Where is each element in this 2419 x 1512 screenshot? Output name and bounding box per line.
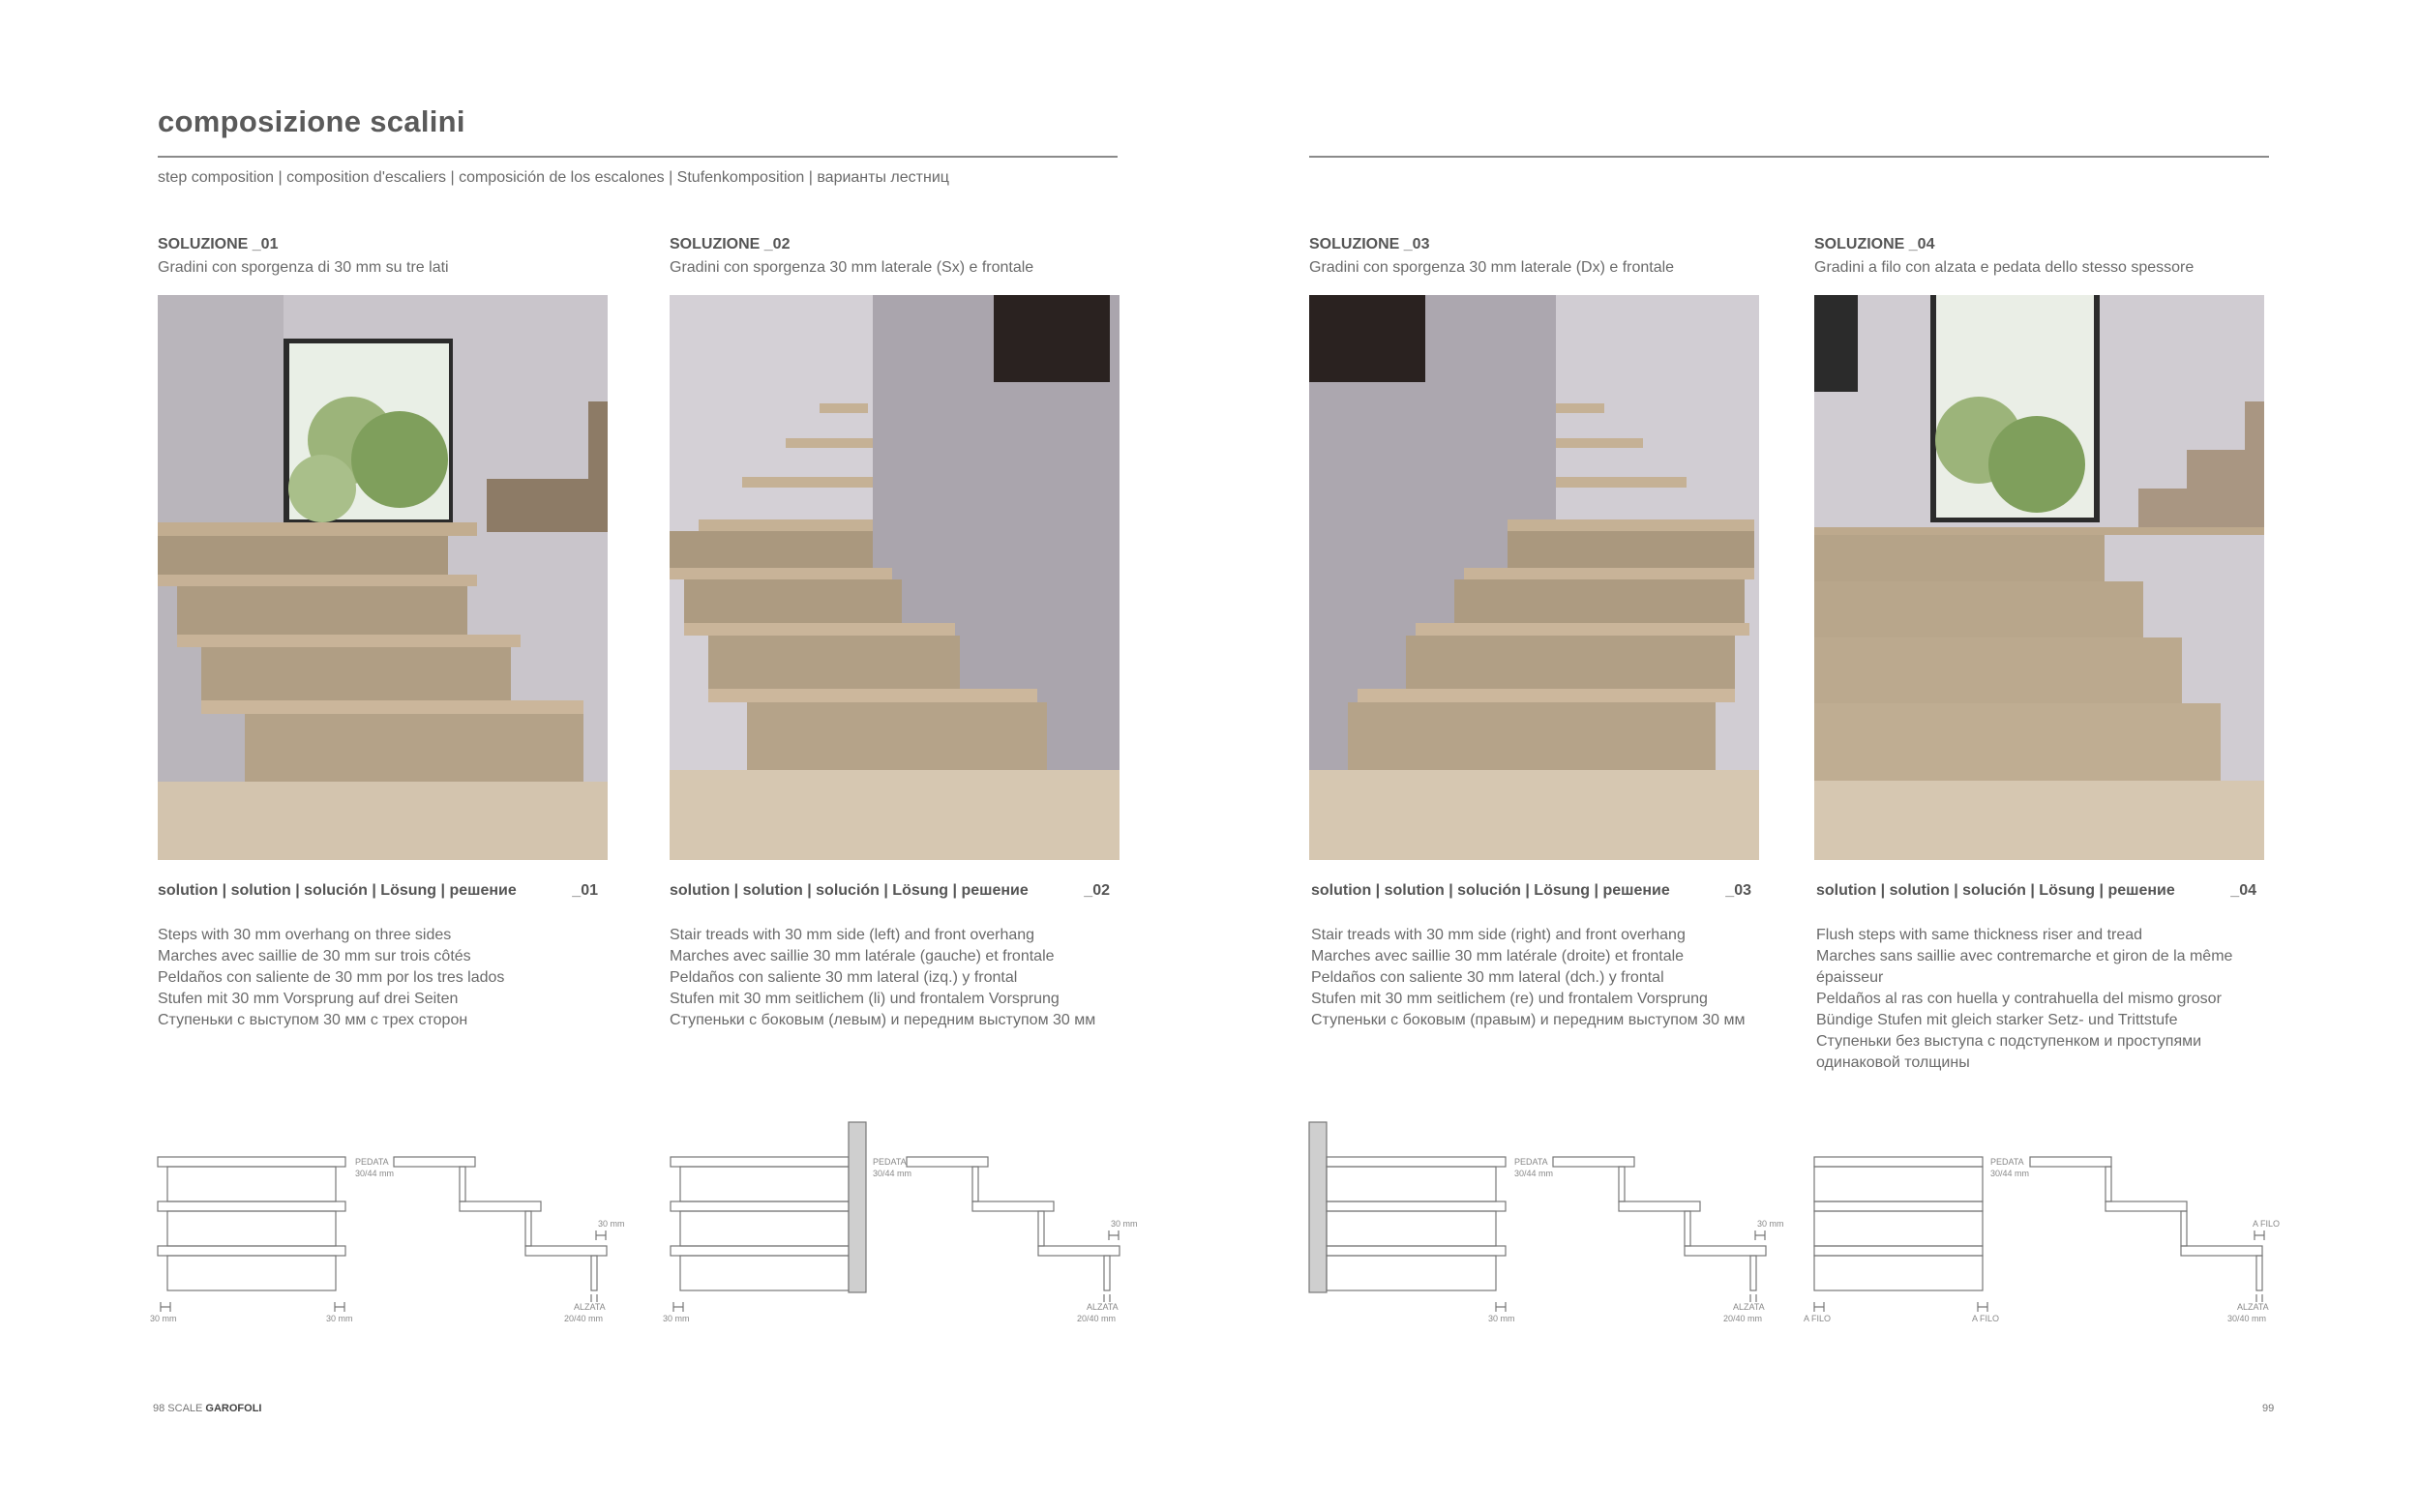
pedata-label: PEDATA <box>355 1157 389 1167</box>
footer-page-left <box>153 1403 261 1414</box>
solution-01-diagram <box>145 1112 648 1335</box>
footer-left-text: 98 SCALE <box>153 1403 206 1414</box>
alzata-label: ALZATA <box>574 1302 606 1312</box>
solution-label-text: solution | solution | solución | Lösung | решение <box>1816 882 2175 899</box>
solution-04-photo <box>1814 295 2264 860</box>
description-line: Peldaños al ras con huella y contrahuella del mismo grosor <box>1816 991 2222 1007</box>
solution-01-heading <box>158 236 608 277</box>
brand-name: GAROFOLI <box>205 1403 262 1414</box>
description-line: Peldaños con saliente 30 mm lateral (izq.) y frontal <box>670 969 1018 986</box>
pedata-value: 30/44 mm <box>1514 1169 1554 1178</box>
solution-01-descriptions <box>158 925 612 1031</box>
description-line: Peldaños con saliente de 30 mm por los tres lados <box>158 969 505 986</box>
alzata-value: 30/40 mm <box>2227 1314 2267 1323</box>
description-line: Ступеньки с выступом 30 мм с трех сторон <box>158 1012 468 1028</box>
solution-01-label <box>158 882 598 900</box>
footer-page-right: 99 <box>2262 1403 2275 1414</box>
solution-02-descriptions <box>670 925 1124 1031</box>
description-line: Stair treads with 30 mm side (right) and front overhang <box>1311 927 1686 943</box>
description-line: Marches avec saillie 30 mm latérale (gauche) et frontale <box>670 948 1055 964</box>
pedata-value: 30/44 mm <box>355 1169 395 1178</box>
pedata-label: PEDATA <box>1990 1157 2024 1167</box>
bottom-mid-label: 30 mm <box>1488 1314 1515 1323</box>
solution-description: Gradini con sporgenza 30 mm laterale (Dx) e frontale <box>1309 259 1675 276</box>
description-line: Stufen mit 30 mm seitlichem (re) und frontalem Vorsprung <box>1311 991 1708 1007</box>
solution-02-label <box>670 882 1110 900</box>
solution-label-text: solution | solution | solución | Lösung | решение <box>670 882 1029 899</box>
alzata-label: ALZATA <box>1733 1302 1765 1312</box>
overhang-label: 30 mm <box>1111 1219 1138 1229</box>
solution-number: _04 <box>2230 882 2256 899</box>
solution-03-diagram <box>1299 1112 1803 1335</box>
solution-01-photo <box>158 295 608 860</box>
solution-number: _01 <box>572 882 598 899</box>
page-title: composizione scalini <box>158 104 465 138</box>
overhang-label: 30 mm <box>598 1219 625 1229</box>
description-line: Ступеньки с боковым (правым) и передним выступом 30 мм <box>1311 1012 1746 1028</box>
solution-03-photo <box>1309 295 1759 860</box>
description-line: Flush steps with same thickness riser and tread <box>1816 927 2143 943</box>
pedata-label: PEDATA <box>1514 1157 1548 1167</box>
page-subtitle: step composition | composition d'escaliers | composición de los escalones | Stufenkomposition | варианты лестниц <box>158 169 949 186</box>
overhang-label: 30 mm <box>1757 1219 1784 1229</box>
description-line: Bündige Stufen mit gleich starker Setz- und Trittstufe <box>1816 1012 2178 1028</box>
alzata-value: 20/40 mm <box>1723 1314 1763 1323</box>
solution-description: Gradini a filo con alzata e pedata dello stesso spessore <box>1814 259 2195 276</box>
solution-description: Gradini con sporgenza di 30 mm su tre lati <box>158 259 449 276</box>
solution-label-text: solution | solution | solución | Lösung | решение <box>158 882 517 899</box>
description-line: Stufen mit 30 mm Vorsprung auf drei Seiten <box>158 991 459 1007</box>
solution-title: SOLUZIONE _02 <box>670 236 791 252</box>
solution-04-descriptions <box>1816 925 2271 1074</box>
description-line: Stair treads with 30 mm side (left) and front overhang <box>670 927 1035 943</box>
solution-02-photo <box>670 295 1120 860</box>
wall-block <box>1309 1122 1327 1292</box>
overhang-label: A FILO <box>2253 1219 2281 1229</box>
pedata-value: 30/44 mm <box>873 1169 912 1178</box>
alzata-value: 20/40 mm <box>1077 1314 1117 1323</box>
bottom-mid-label: 30 mm <box>326 1314 353 1323</box>
solution-04-diagram <box>1802 1112 2305 1335</box>
description-line: Ступеньки с боковым (левым) и передним выступом 30 мм <box>670 1012 1096 1028</box>
solution-title: SOLUZIONE _03 <box>1309 236 1430 252</box>
solution-number: _03 <box>1725 882 1751 899</box>
solution-02-diagram <box>658 1112 1161 1335</box>
solution-03-descriptions <box>1311 925 1766 1031</box>
description-line: Peldaños con saliente 30 mm lateral (dch.) y frontal <box>1311 969 1664 986</box>
description-line: Steps with 30 mm overhang on three sides <box>158 927 452 943</box>
bottom-left-label: 30 mm <box>663 1314 690 1323</box>
solution-number: _02 <box>1084 882 1110 899</box>
alzata-label: ALZATA <box>1087 1302 1119 1312</box>
description-line: Stufen mit 30 mm seitlichem (li) und frontalem Vorsprung <box>670 991 1060 1007</box>
pedata-label: PEDATA <box>873 1157 907 1167</box>
bottom-left-label: A FILO <box>1804 1314 1832 1323</box>
bottom-mid-label: A FILO <box>1972 1314 2000 1323</box>
solution-03-label <box>1311 882 1751 900</box>
description-line: Marches avec saillie de 30 mm sur trois côtés <box>158 948 471 964</box>
header-rule-left <box>158 156 1118 158</box>
header-rule-right <box>1309 156 2269 158</box>
solution-04-heading <box>1814 236 2264 277</box>
description-line: Marches sans saillie avec contremarche et giron de la même épaisseur <box>1816 948 2233 986</box>
solution-03-heading <box>1309 236 1759 277</box>
solution-title: SOLUZIONE _04 <box>1814 236 1935 252</box>
solution-label-text: solution | solution | solución | Lösung | решение <box>1311 882 1670 899</box>
description-line: Marches avec saillie 30 mm latérale (droite) et frontale <box>1311 948 1685 964</box>
description-line: Ступеньки без выступа с подступенком и проступями одинаковой толщины <box>1816 1033 2202 1071</box>
pedata-value: 30/44 mm <box>1990 1169 2030 1178</box>
solution-description: Gradini con sporgenza 30 mm laterale (Sx) e frontale <box>670 259 1034 276</box>
alzata-value: 20/40 mm <box>564 1314 604 1323</box>
bottom-left-label: 30 mm <box>150 1314 177 1323</box>
solution-02-heading <box>670 236 1120 277</box>
wall-block <box>849 1122 866 1292</box>
alzata-label: ALZATA <box>2237 1302 2269 1312</box>
solution-title: SOLUZIONE _01 <box>158 236 279 252</box>
solution-04-label <box>1816 882 2256 900</box>
